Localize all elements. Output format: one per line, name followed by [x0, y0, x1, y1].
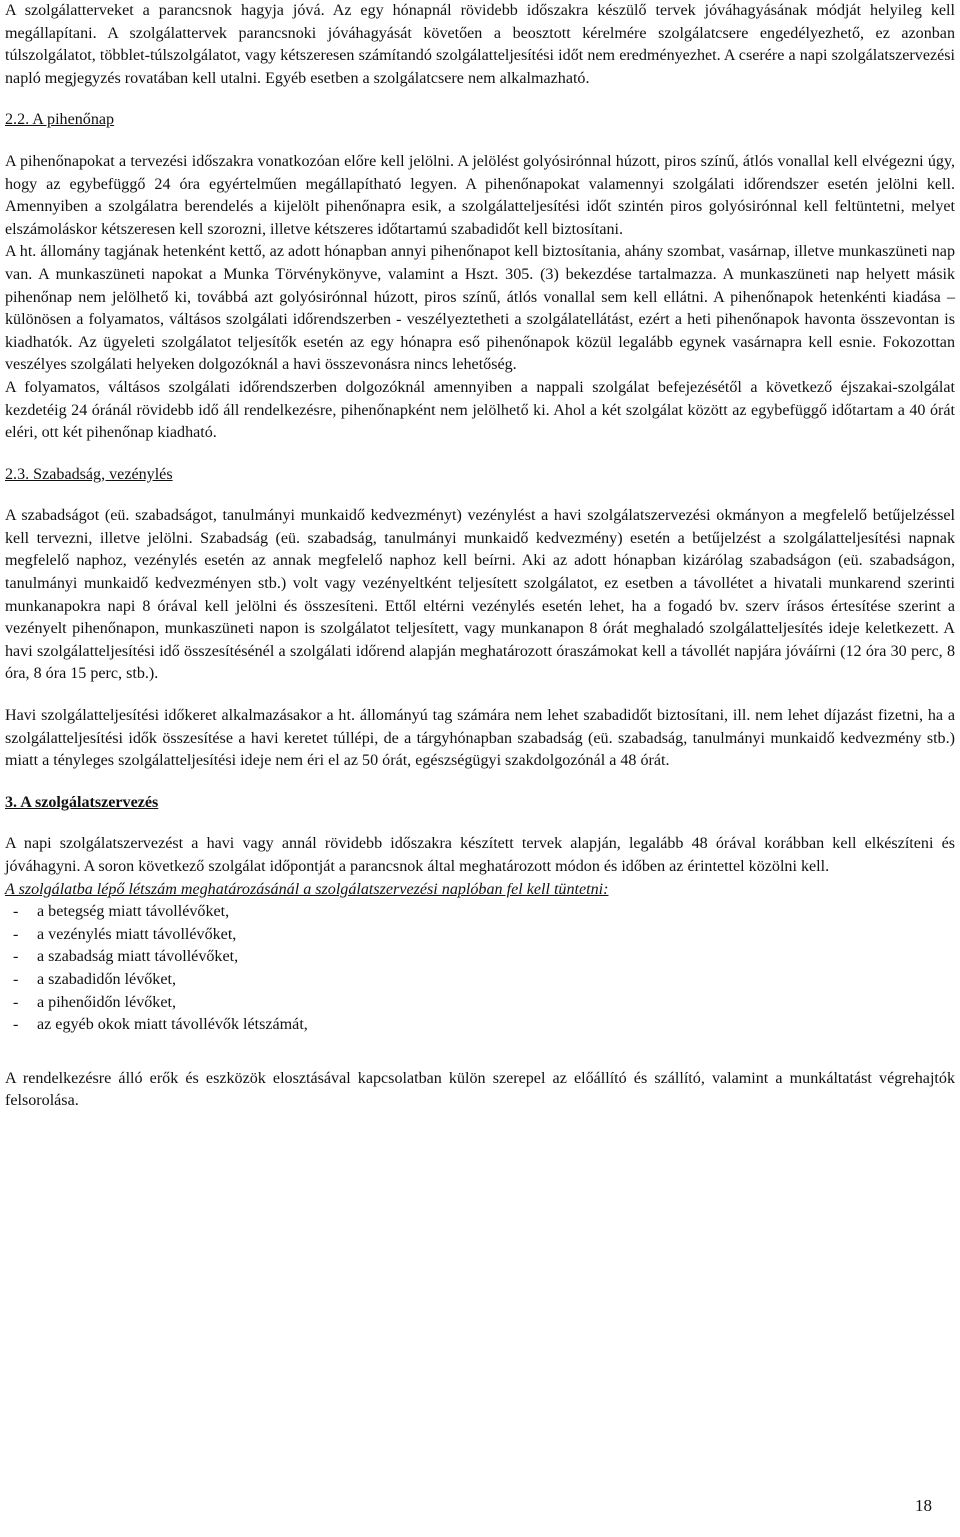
paragraph-leave-marking: A szabadságot (eü. szabadságot, tanulmányi munkaidő kedvezményt) vezénylést a havi szolgálatszervezési okmányon a megfelelő betűjelzéssel kell tervezni, illetve jelölni. Szabadság (eü. szabadság, tanulmányi munkaidő kedvezmény) esetén a betűjelzést a szolgálatteljesítési napnak megfelelő naphoz, vezénylés esetén az annak megfelelő naphoz kell beírni. Aki az adott hónapban kizárólag szabadságon (eü. szabadságon, tanulmányi munkaidő kedvezményen stb.) volt vagy vezényeltként teljesített szolgálatot, ez esetben a távollétet a hivatali munkarend szerinti munkanapokra napi 8 órával kell jelölni és összesíteni. Ettől eltérni vezénylés esetén lehet, ha a fogadó bv. szerv írásos értesítése szerint a vezényelt pihenőnapon, munkaszüneti napon is szolgálatot teljesített, vagy munkanapon 8 órát meghaladó szolgálatteljesítés ideje keletkezett. A havi szolgálatteljesítési idő összesítésénél a szolgálati időrend alapján meghatározott óraszámokat kell a távollét napjára jóváírni (12 óra 30 perc, 8 óra, 8 óra 15 perc, stb.). — [5, 507, 955, 683]
list-dash: - — [13, 993, 19, 1011]
paragraph-service-swap: A szolgálatterveket a parancsnok hagyja jóvá. Az egy hónapnál rövidebb időszakra készülő tervek jóváhagyásának módját helyileg kell megállapítani. A szolgálattervek parancsnoki jóváhagyását követően a beosztott kérelmére szolgálatcsere engedélyezhető, ez azonban túlszolgálatot, többlet-túlszolgálatot, vagy kétszeresen számítandó szolgálatteljesítési időt nem eredményezhet. A cserére a napi szolgálatszervezési napló megjegyzés rovatában kell utalni. Egyéb esetben a szolgálatcsere nem alkalmazható. — [5, 2, 955, 87]
list-dash: - — [13, 1016, 19, 1034]
paragraph-rest-day-weekly: A ht. állomány tagjának hetenként kettő, az adott hónapban annyi pihenőnapot kell biztosítania, ahány szombat, vasárnap, illetve munkaszüneti nap van. A munkaszüneti napokat a Munka Törvénykönyve, valamint a Hszt. 305. (3) bekezdése tartalmazza. A munkaszüneti nap helyett másik pihenőnap nem jelölhető ki, továbbá azt golyósirónnal húzott, piros színű, átlós vonallal sem kell ellátni. A pihenőnapok hetenkénti kiadása – különösen a folyamatos, váltásos szolgálati időrendszerben - veszélyeztetheti a szolgálatellátást, ezért a heti pihenőnapok havonta összevontan is kiadhatók. Az ügyeleti szolgálatot teljesítők esetén az egy hónapra eső pihenőnapok közül legalább egynek vasárnapra kell esnie. Fokozottan veszélyes szolgálati helyeken dolgozóknál a havi összevonásra nincs lehetőség. — [5, 243, 955, 374]
list-dash: - — [13, 925, 19, 943]
section-heading-rest-day: 2.2. A pihenőnap — [5, 111, 115, 129]
paragraph-resources: A rendelkezésre álló erők és eszközök elosztásával kapcsolatban külön szerepel az előállító és szállító, valamint a munkáltatást végrehajtók felsorolása. — [5, 1069, 955, 1110]
page-number: 18 — [915, 1496, 932, 1515]
document-page — [5, 0, 955, 1113]
list-item: - a szabadidőn lévőket, — [13, 969, 955, 992]
paragraph-rest-day-marking: A pihenőnapokat a tervezési időszakra vonatkozóan előre kell jelölni. A jelölést golyósirónnal húzott, piros színű, átlós vonallal kell elvégezni úgy, hogy az egybefüggő 24 óra egyértelműen megállapítható legyen. A pihenőnapokat valamennyi szolgálati időrendszer esetén jelölni kell. Amennyiben a szolgálatra berendelés a kijelölt pihenőnapra esik, a szolgálatteljesítési időt szintén piros golyósirónnal kell feltüntetni, melyet elszámoláskor kétszeresen kell szorozni, illetve kétszeres időtartamú szabadidőt kell biztosítani. — [5, 152, 955, 238]
list-dash: - — [13, 948, 19, 966]
paragraph-time-frame: Havi szolgálatteljesítési időkeret alkalmazásakor a ht. állományú tag számára nem lehet szabadidőt biztosítani, ill. nem lehet díjazást fizetni, ha a szolgálatteljesítési idők összesítése a havi keretet túllépi, de a tárgyhónapban szabadság (eü. szabadság, tanulmányi munkaidő kedvezmény stb.) miatt a tényleges szolgálatteljesítési ideje nem éri el az 50 órát, egészségügyi szakdolgozónál a 48 órát. — [5, 707, 955, 770]
list-item: - az egyéb okok miatt távollévők létszámát, — [13, 1014, 955, 1037]
paragraph-rest-day-shift: A folyamatos, váltásos szolgálati időrendszerben dolgozóknál amennyiben a nappali szolgálat befejezésétől a következő éjszakai-szolgálat kezdetéig 24 óránál rövidebb idő áll rendelkezésre, pihenőnapként nem jelölhető ki. Ahol a két szolgálat között az egybefüggő időtartam a 40 órát eléri, ott két pihenőnap kiadható. — [5, 378, 955, 442]
section-heading-leave: 2.3. Szabadság, vezénylés — [5, 465, 173, 483]
list-dash: - — [13, 970, 19, 988]
section-heading-service-organization: 3. A szolgálatszervezés — [5, 793, 159, 811]
absence-list — [5, 901, 955, 1037]
list-intro: A szolgálatba lépő létszám meghatározásánál a szolgálatszervezési naplóban fel kell tüntetni: — [5, 880, 609, 898]
list-dash: - — [13, 903, 19, 921]
list-item: - a vezénylés miatt távollévőket, — [13, 924, 955, 947]
list-item: - a szabadság miatt távollévőket, — [13, 946, 955, 969]
list-item: - a betegség miatt távollévőket, — [13, 901, 955, 924]
paragraph-daily-organization: A napi szolgálatszervezést a havi vagy annál rövidebb időszakra készített tervek alapján, legalább 48 órával korábban kell elkészíteni és jóváhagyni. A soron következő szolgálat időpontját a parancsnok által meghatározott módon és időben az érintettel közölni kell. — [5, 835, 955, 875]
list-item: - a pihenőidőn lévőket, — [13, 992, 955, 1015]
